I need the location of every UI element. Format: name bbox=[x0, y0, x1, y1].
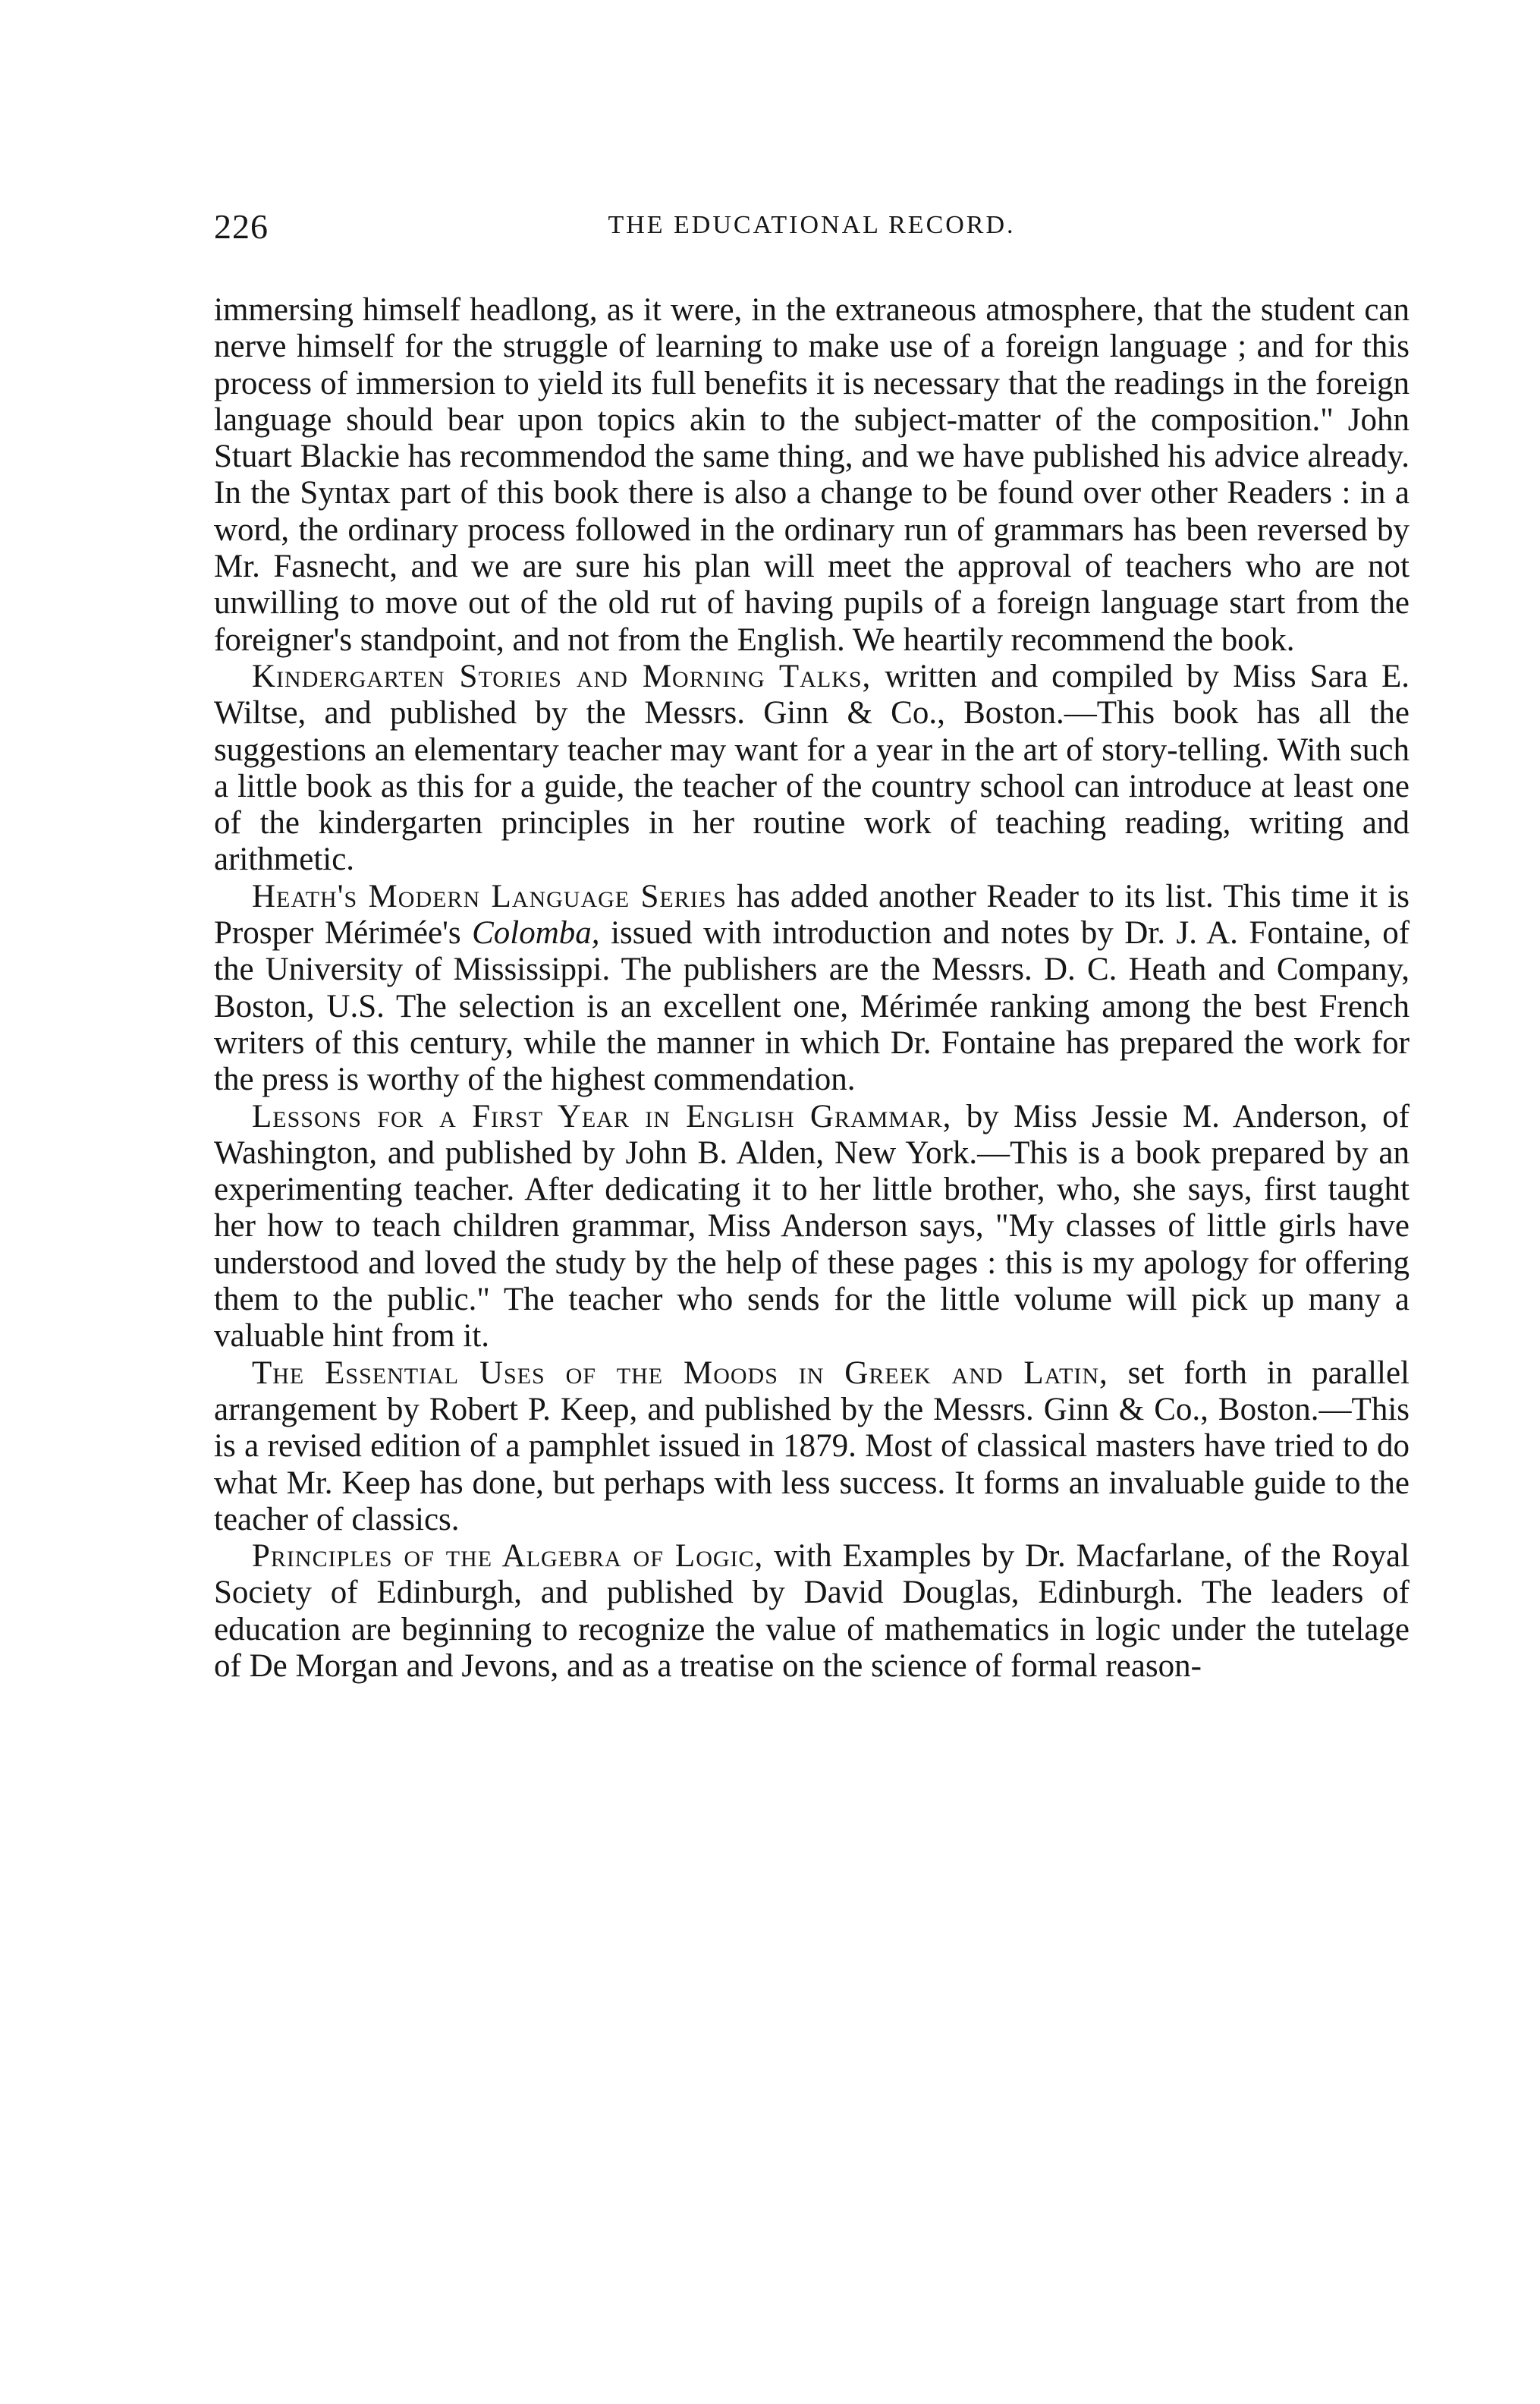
book-title: Kindergarten Stories and Morning Talks, bbox=[252, 658, 872, 694]
paragraph-continuation bbox=[214, 292, 1410, 659]
italic-title: Colomba, bbox=[472, 915, 600, 952]
paragraph-text: by Miss Jessie M. Anderson, of Washington, and published by John B. Alden, New York.—This is a book prepared by an experimenting teacher. After dedicating it to her little brother, who, she says, first taught her how to teach children grammar, Miss Anderson says, "My classes of little girls have understood and loved the study by the help of these pages : this is my apology for offering them to the public." The teacher who sends for the little volume will pick up many a valuable hint from it. bbox=[214, 1098, 1410, 1355]
paragraph-text: set forth in parallel arrangement by Robert P. Keep, and published by the Messrs. Ginn & Co., Boston.—This is a revised edition of a pamphlet issued in 1879. Most of classical masters have tried to do what Mr. Keep has done, but perhaps with less success. It forms an invaluable guide to the teacher of classics. bbox=[214, 1355, 1410, 1537]
review-lessons-english-grammar bbox=[214, 1099, 1410, 1355]
book-title: Heath's Modern Language Series bbox=[252, 878, 727, 914]
paragraph-text: issued with introduction and notes by Dr. J. A. Fontaine, of the University of Mississippi. The publishers are the Messrs. D. C. Heath and Company, Boston, U.S. The selection is an excellent one, Mérimée ranking among the best French writers of this century, while the manner in which Dr. Fontaine has prepared the work for the press is worthy of the highest commendation. bbox=[214, 915, 1410, 1098]
page-header bbox=[214, 206, 1410, 260]
paragraph-text: has added another Reader to its list. This time it is Prosper Mérimée's bbox=[214, 878, 1410, 952]
review-essential-uses-of-moods bbox=[214, 1355, 1410, 1538]
paragraph-text: with Examples by Dr. Macfarlane, of the Royal Society of Edinburgh, and published by David Douglas, Edinburgh. The leaders of education are beginning to recognize the value of mathematics in logic under the tutelage of De Morgan and Jevons, and as a treatise on the science of formal reason- bbox=[214, 1538, 1410, 1684]
body-text bbox=[214, 292, 1410, 1685]
book-title: Lessons for a First Year in English Grammar, bbox=[252, 1098, 952, 1134]
running-title: THE EDUCATIONAL RECORD. bbox=[608, 211, 1016, 239]
page-number: 226 bbox=[214, 207, 269, 246]
paragraph-text: immersing himself headlong, as it were, in the extraneous atmosphere, that the student can nerve himself for the struggle of learning to make use of a foreign language ; and for this process of immersion to yield its full benefits it is necessary that the readings in the foreign language should bear upon topics akin to the subject-matter of the composition." John Stuart Blackie has recommendod the same thing, and we have published his advice already. In the Syntax part of this book there is also a change to be found over other Readers : in a word, the ordinary process followed in the ordinary run of grammars has been reversed by Mr. Fasnecht, and we are sure his plan will meet the approval of teachers who are not unwilling to move out of the old rut of having pupils of a foreign language start from the foreigner's standpoint, and not from the English. We heartily recommend the book. bbox=[214, 292, 1410, 658]
review-algebra-of-logic bbox=[214, 1538, 1410, 1685]
review-kindergarten-stories bbox=[214, 659, 1410, 879]
review-heaths-modern-language-series bbox=[214, 879, 1410, 1099]
paragraph-text: written and compiled by Miss Sara E. Wiltse, and published by the Messrs. Ginn & Co., Boston.—This book has all the suggestions an elementary teacher may want for a year in the art of story-telling. With such a little book as this for a guide, the teacher of the country school can introduce at least one of the kindergarten principles in her routine work of teaching reading, writing and arithmetic. bbox=[214, 658, 1410, 878]
book-title: Principles of the Algebra of Logic, bbox=[252, 1538, 764, 1575]
book-title: The Essential Uses of the Moods in Greek and Latin, bbox=[252, 1355, 1108, 1391]
